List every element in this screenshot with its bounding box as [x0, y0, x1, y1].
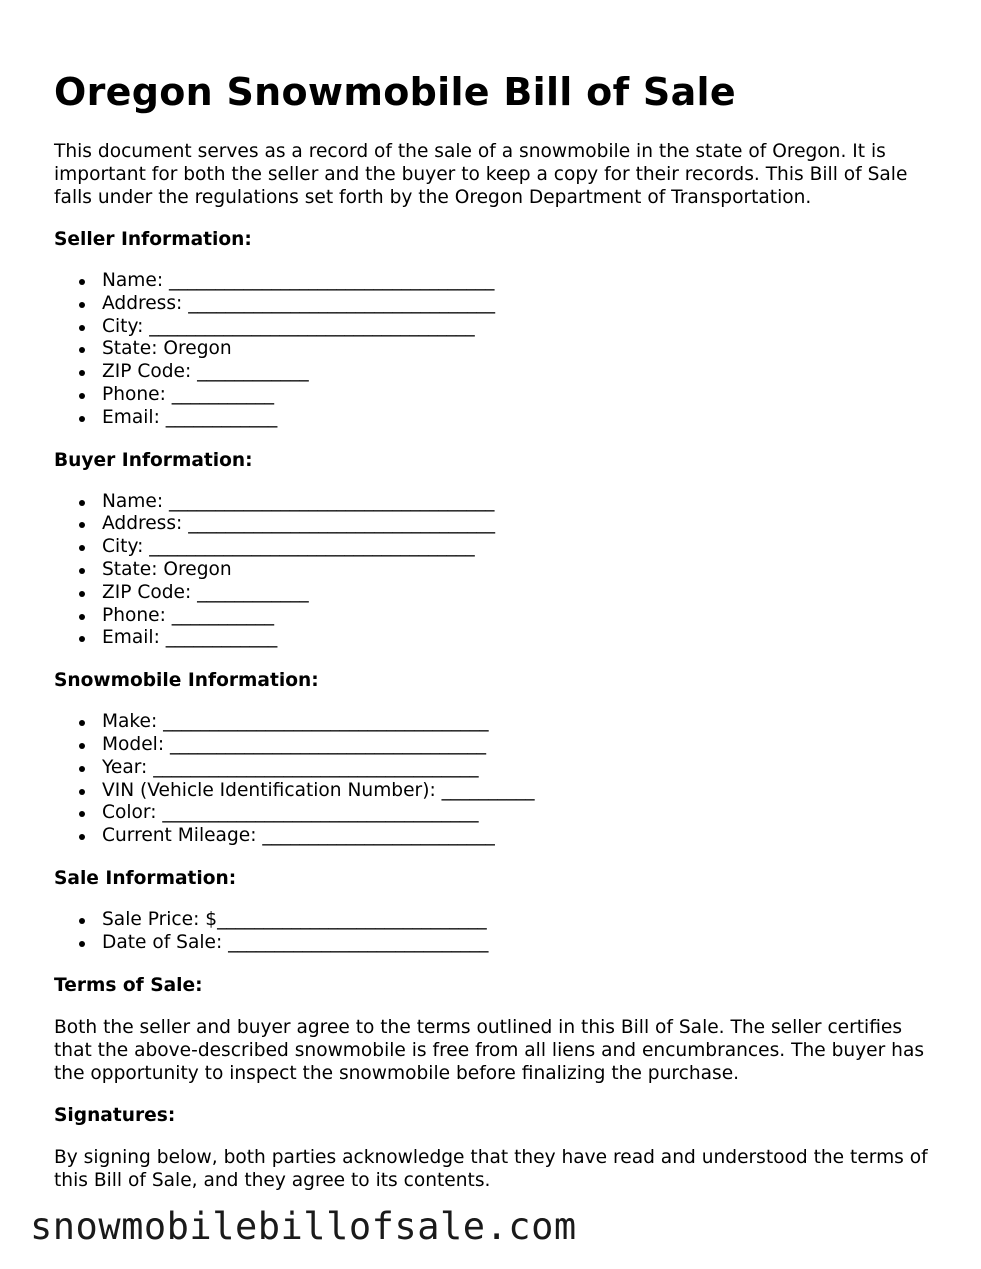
- terms-paragraph: Both the seller and buyer agree to the terms outlined in this Bill of Sale. The seller certifies that the above-described snowmobile is free from all liens and encumbrances. The buyer has the opportunity to inspect the snowmobile before finalizing the purchase.: [54, 1016, 925, 1084]
- snowmobile-year-field: Year: ___________________________________: [102, 757, 934, 780]
- snowmobile-mileage-field: Current Mileage: _________________________: [102, 825, 934, 848]
- snowmobile-color-field: Color: __________________________________: [102, 802, 934, 825]
- snowmobile-list: [54, 711, 934, 848]
- seller-zip-field: ZIP Code: ____________: [102, 361, 934, 384]
- signatures-heading: Signatures:: [54, 1104, 176, 1126]
- intro-paragraph: This document serves as a record of the sale of a snowmobile in the state of Oregon. It is important for both the seller and the buyer to keep a copy for their records. This Bill of Sale falls under the regulations set forth by the Oregon Department of Transportation.: [54, 141, 908, 208]
- seller-address-field: Address: _________________________________: [102, 293, 934, 316]
- document-page: [54, 66, 934, 1192]
- buyer-list: [54, 491, 934, 651]
- snowmobile-heading: Snowmobile Information:: [54, 670, 319, 692]
- seller-email-field: Email: ____________: [102, 407, 934, 430]
- buyer-name-field: Name: ___________________________________: [102, 491, 934, 514]
- buyer-email-field: Email: ____________: [102, 627, 934, 650]
- buyer-heading: Buyer Information:: [54, 449, 253, 471]
- seller-list: [54, 270, 934, 430]
- buyer-address-field: Address: _________________________________: [102, 513, 934, 536]
- snowmobile-vin-field: VIN (Vehicle Identification Number): __________: [102, 780, 934, 803]
- snowmobile-make-field: Make: ___________________________________: [102, 711, 934, 734]
- buyer-city-field: City: ___________________________________: [102, 536, 934, 559]
- seller-phone-field: Phone: ___________: [102, 384, 934, 407]
- buyer-phone-field: Phone: ___________: [102, 605, 934, 628]
- site-watermark: snowmobilebillofsale.com: [30, 1205, 577, 1248]
- signatures-paragraph: By signing below, both parties acknowledge that they have read and understood the terms of this Bill of Sale, and they agree to its contents.: [54, 1146, 928, 1191]
- buyer-zip-field: ZIP Code: ____________: [102, 582, 934, 605]
- sale-list: [54, 909, 934, 955]
- sale-price-field: Sale Price: $_____________________________: [102, 909, 934, 932]
- snowmobile-model-field: Model: __________________________________: [102, 734, 934, 757]
- document-title: Oregon Snowmobile Bill of Sale: [54, 70, 736, 114]
- sale-heading: Sale Information:: [54, 867, 237, 889]
- seller-city-field: City: ___________________________________: [102, 316, 934, 339]
- sale-date-field: Date of Sale: ____________________________: [102, 932, 934, 955]
- seller-name-field: Name: ___________________________________: [102, 270, 934, 293]
- terms-heading: Terms of Sale:: [54, 974, 203, 996]
- seller-state-field: State: Oregon: [102, 338, 934, 361]
- seller-heading: Seller Information:: [54, 229, 252, 250]
- buyer-state-field: State: Oregon: [102, 559, 934, 582]
